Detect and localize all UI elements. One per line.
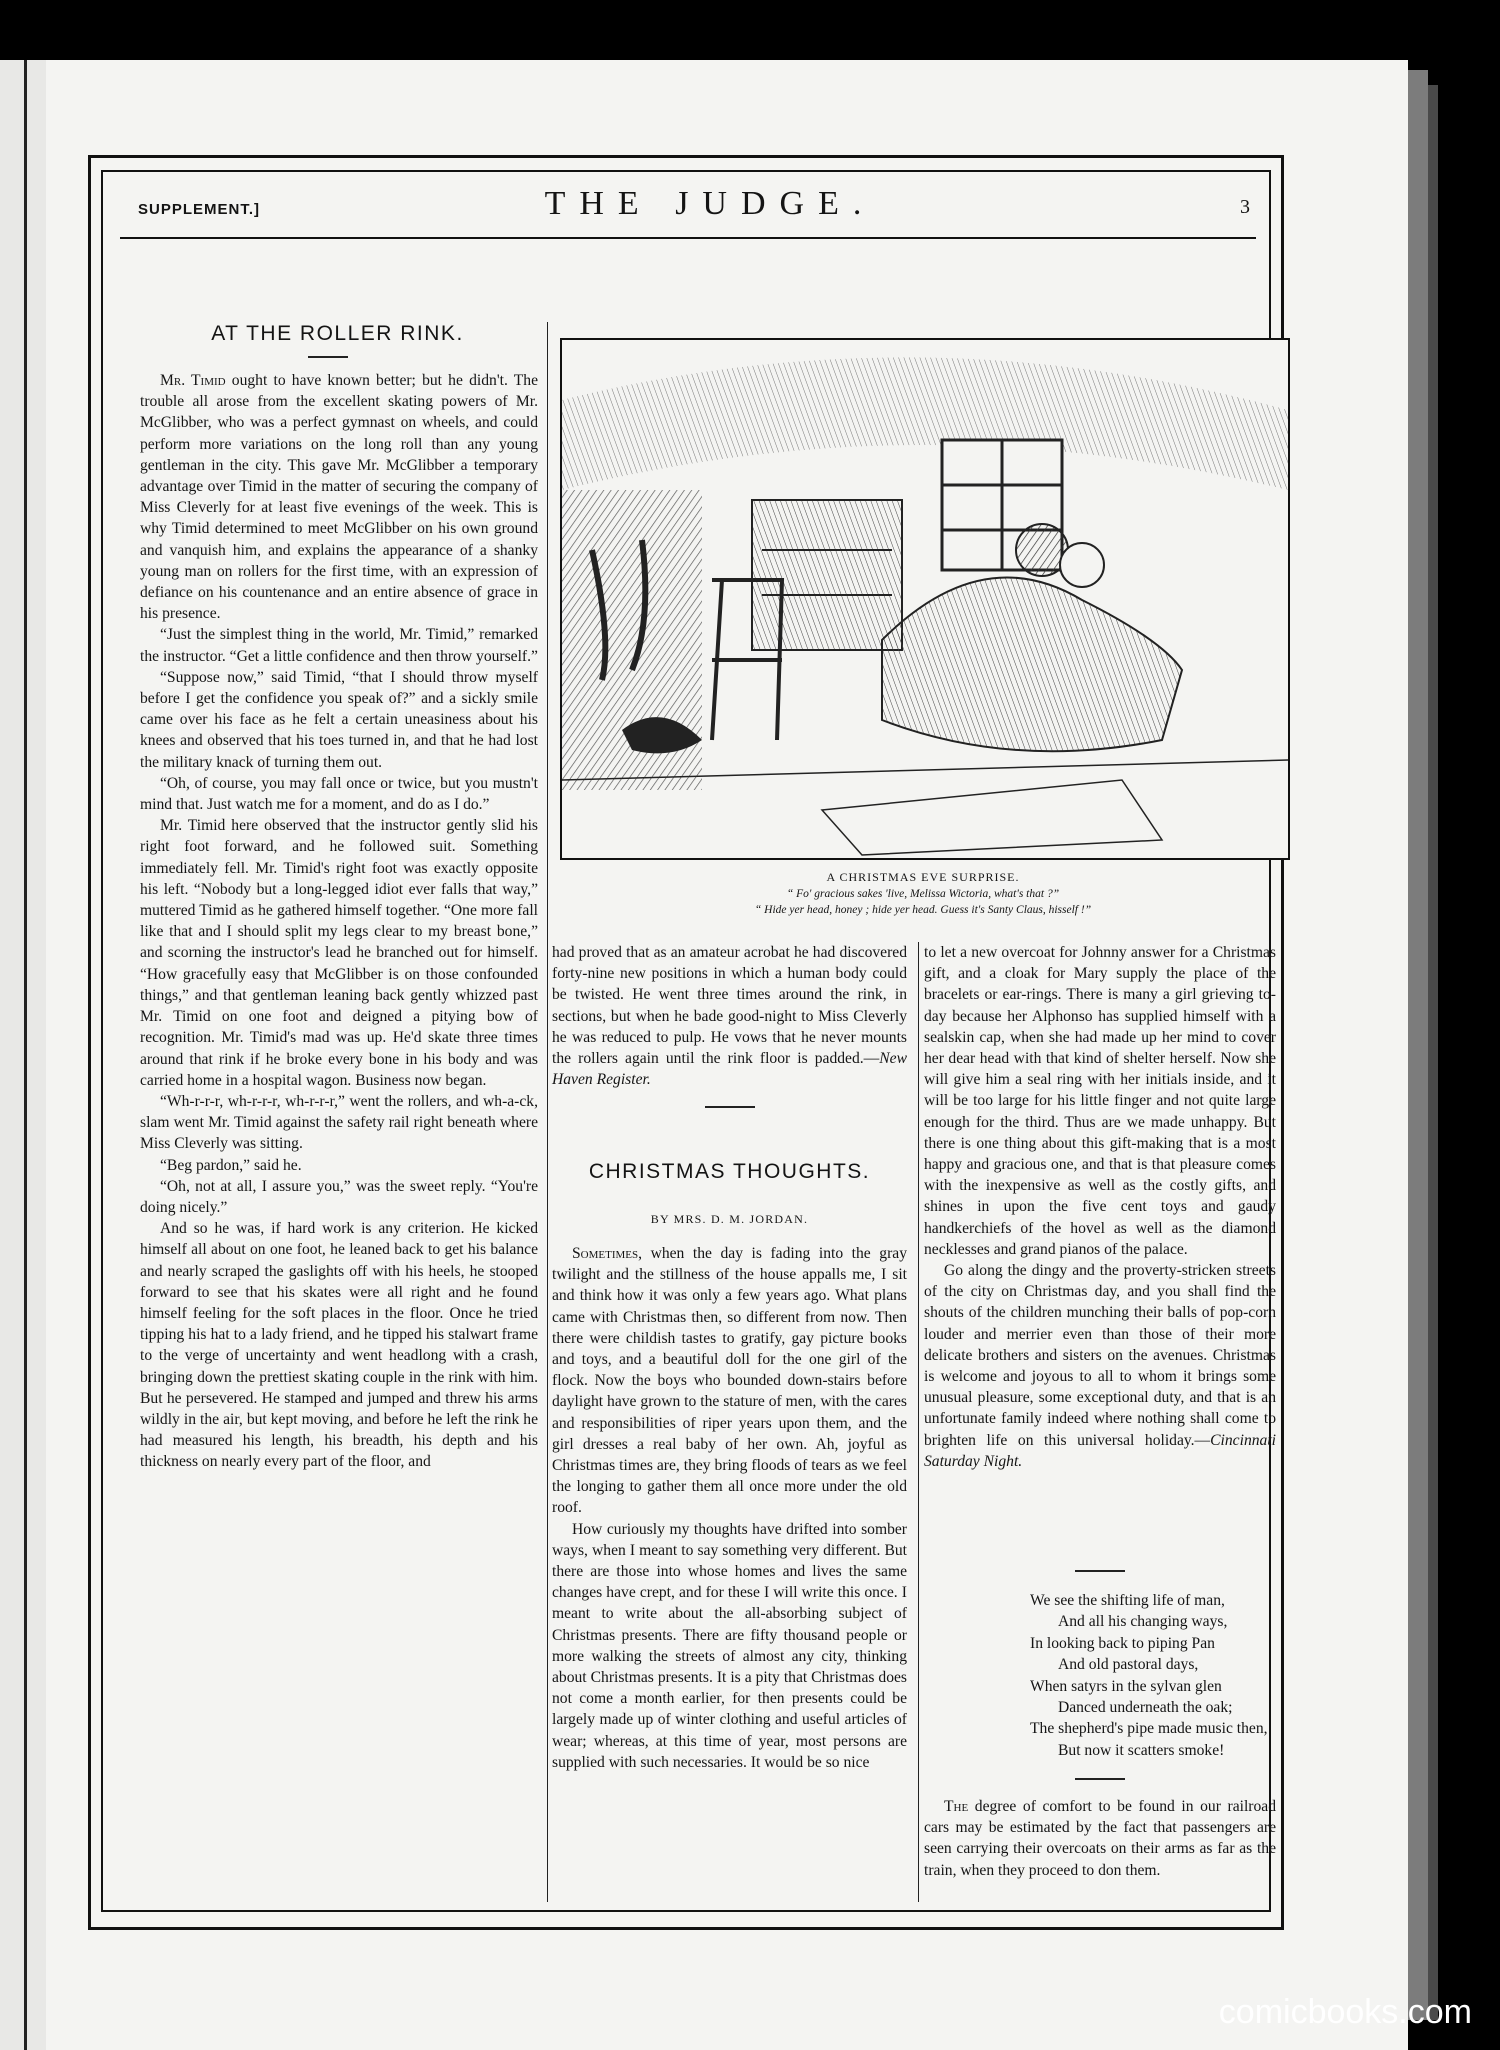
illustration-caption-line-2: “ Hide yer head, honey ; hide yer head. Guess it's Santy Claus, hisself !” <box>754 904 1092 916</box>
poem-line: The shepherd's pipe made music then, <box>1030 1720 1268 1738</box>
section-rule <box>1075 1778 1125 1780</box>
paragraph <box>552 1243 907 1519</box>
paragraph <box>140 370 538 624</box>
paragraph: “Oh, not at all, I assure you,” was the sweet reply. “You're doing nicely.” <box>140 1177 538 1216</box>
illustration-caption-line-1: “ Fo' gracious sakes 'live, Melissa Wictoria, what's that ?” <box>786 888 1060 900</box>
poem-line: And all his changing ways, <box>1058 1613 1228 1631</box>
paragraph <box>924 1796 1276 1881</box>
masthead-rule <box>120 237 1256 239</box>
supplement-label: SUPPLEMENT.] <box>138 201 261 218</box>
christmas-eve-illustration <box>560 338 1290 860</box>
paragraph: “Suppose now,” said Timid, “that I should throw myself before I get the confidence you speak of?” and a sickly smile came over his face as he felt a certain uneasiness about his knees and observed that his toes turned in, and that he had lost the military knack of turning them out. <box>140 668 538 771</box>
paragraph: “Beg pardon,” said he. <box>160 1156 302 1174</box>
paragraph-text: ought to have known better; but he didn't. The trouble all arose from the excellent skating powers of Mr. McGlibber, who was a perfect gymnast on wheels, and could perform more variations on the long roll than any young gentleman in the city. This gave Mr. McGlibber a temporary advantage over Timid in the matter of securing the company of Miss Cleverly for at least five evenings of the week. This is why Timid determined to meet McGlibber on his own ground and vanquish him, and explains the appearance of a shanky young man on rollers for the first time, with an expression of defiance on his countenance and an entire absence of grace in his presence. <box>140 372 539 623</box>
page-stack-edge <box>1408 70 1428 2020</box>
column-1 <box>140 370 538 1473</box>
left-page-edge <box>0 60 46 2050</box>
paragraph-continued: to let a new overcoat for Johnny answer for a Christmas gift, and a cloak for Mary supply the place of the bracelets or ear-rings. There is many a girl grieving to-day because her Alphonso has supplied himself with a sealskin cap, when she had made up her mind to cover her dear head with that kind of shelter herself. Now she will give him a seal ring with her initials inside, and it will be too large for his little finger and not quite large enough for the third. Thus are we made unhappy. But there is one thing about this gift-making that is a most happy and gracious one, and that is that pleasure comes with the inexpensive as well as the costly gifts, and shines in upon the five cent toys and gaudy handkerchiefs of the hovel as well as the diamond necklesses and grand pianos of the palace. <box>924 944 1276 1258</box>
paragraph-text: when the day is fading into the gray twilight and the stillness of the house appalls me, I sit and think how it was only a few years ago. What plans came with Christmas then, so different from now. Then there were childish tastes to gratify, gay picture books and toys, and a beautiful doll for the one girl of the flock. Now the boys who bounded down-stairs before daylight have grown to the stature of men, with the cares and responsibilities of riper years upon them, and the girl dresses a real baby of her own. Ah, joyful as Christmas times are, they bring floods of tears as we feel the longing to gather them all once more under the old roof. <box>552 1245 907 1517</box>
paragraph: “Oh, of course, you may fall once or twice, but you mustn't mind that. Just watch me for a moment, and do as I do.” <box>140 774 538 814</box>
watermark: comicbooks.com <box>1218 1993 1472 2031</box>
poem-line: But now it scatters smoke! <box>1058 1741 1225 1759</box>
poem-line: And old pastoral days, <box>1058 1656 1199 1674</box>
column-divider <box>918 942 919 1902</box>
paragraph-text: degree of comfort to be found in our railroad cars may be estimated by the fact that passengers are seen carrying their overcoats on their arms as far as the train, when they proceed to don them. <box>924 1798 1276 1879</box>
article-source: Cincinnati Saturday Night. <box>924 1431 1276 1470</box>
paragraph: How curiously my thoughts have drifted into somber ways, when I meant to say something very different. But there are those into whose homes and lives the same changes have crept, and for these I will write this once. I meant to write about the all-absorbing subject of Christmas presents. There are fifty thousand people or more walking the streets of almost any city, thinking about Christmas presents. It is a pity that Christmas does not come a month earlier, for then presents could be largely made up of winter clothing and useful articles of wear; whereas, at this time of year, most persons are supplied with such necessaries. It would be so nice <box>552 1520 907 1771</box>
masthead-title: THE JUDGE. <box>544 185 876 222</box>
poem-line: When satyrs in the sylvan glen <box>1030 1677 1222 1695</box>
page-stack-shadow <box>1428 85 1438 2020</box>
paragraph-text: had proved that as an amateur acrobat he had discovered forty-nine new positions in which a human body could be twisted. He went three times around the rink, in sections, but when he bade good-night to Miss Cleverly he was reduced to pulp. He vows that he never mounts the rollers again until the rink floor is padded.— <box>552 944 907 1068</box>
paragraph: “Wh-r-r-r, wh-r-r-r, wh-r-r-r,” went the rollers, and wh-a-ck, slam went Mr. Timid against the safety rail right beneath where Miss Cleverly was sitting. <box>140 1092 538 1153</box>
poem <box>1030 1590 1268 1761</box>
paragraph: “Just the simplest thing in the world, Mr. Timid,” remarked the instructor. “Get a little confidence and then throw yourself.” <box>140 626 538 665</box>
column-2-body <box>552 1243 907 1773</box>
article-title-christmas-thoughts: CHRISTMAS THOUGHTS. <box>588 1160 871 1183</box>
paragraph: And so he was, if hard work is any criterion. He kicked himself all about on one foot, he leaned back to get his balance and nearly scraped the gaslights off with his heels, he stooped forward to see that his skates were all right and he found himself feeling for the soft places in the floor. Once he tried tipping his hat to a lady friend, and he tipped his stalwart frame to the verge of uncertainty and went headlong with a crash, bringing down the prettiest skating couple in the rink with him. But he persevered. He stamped and jumped and threw his arms wildly in the air, but kept moving, and before he left the rink he had measured his length, his breadth, his depth and his thickness on nearly every part of the floor, and <box>140 1220 538 1471</box>
lead-word: Sometimes, <box>572 1245 643 1262</box>
column-2 <box>552 942 907 1090</box>
column-divider <box>547 322 548 1902</box>
article-source: New Haven Register. <box>552 1050 907 1089</box>
byline: BY MRS. D. M. JORDAN. <box>650 1212 809 1226</box>
section-rule <box>705 1106 755 1108</box>
title-rule <box>308 356 348 358</box>
lead-word: The <box>944 1798 969 1815</box>
poem-line: Danced underneath the oak; <box>1058 1699 1233 1717</box>
lead-word: Mr. Timid <box>160 372 226 389</box>
paragraph: Mr. Timid here observed that the instructor gently slid his right foot forward, and he followed suit. Something immediately fell. Mr. Timid's right foot was exactly opposite his left. “Nobody but a long-legged idiot ever falls that way,” muttered Timid as he gathered himself together. “One more fall like that and I should split my legs clear to my breast bone,” and scorning the instructor's lead he branched out for himself. “How gracefully easy that McGlibber is on those confounded things,” and that gentleman leaning back gently whizzed past Mr. Timid on one foot and deigned a pitying bow of recognition. Mr. Timid's mad was up. He'd skate three times around that rink if he broke every bone in his body and was carried home in a hospital wagon. Business now began. <box>140 817 538 1089</box>
paragraph-text: Go along the dingy and the proverty-stricken streets of the city on Christmas day, and you shall find the shouts of the children munching their balls of pop-corn louder and merrier even than those of their more delicate brothers and sisters on the avenues. Christmas is welcome and joyous to all to whom it brings some unusual pleasure, some exceptional duty, and that is an unfortunate family indeed where nothing shall come to brighten life on this universal holiday.— <box>924 1262 1276 1449</box>
paragraph-continued <box>552 942 907 1090</box>
section-rule <box>1075 1570 1125 1572</box>
article-title-roller-rink: AT THE ROLLER RINK. <box>211 322 464 345</box>
illustration-sketch <box>562 340 1288 858</box>
column-3-footer <box>924 1796 1276 1881</box>
column-3 <box>924 942 1276 1472</box>
poem-line: We see the shifting life of man, <box>1030 1592 1225 1609</box>
page-number: 3 <box>1240 196 1250 218</box>
illustration-caption-title: A CHRISTMAS EVE SURPRISE. <box>826 870 1020 884</box>
paragraph <box>924 1260 1276 1472</box>
poem-line: In looking back to piping Pan <box>1030 1634 1215 1652</box>
